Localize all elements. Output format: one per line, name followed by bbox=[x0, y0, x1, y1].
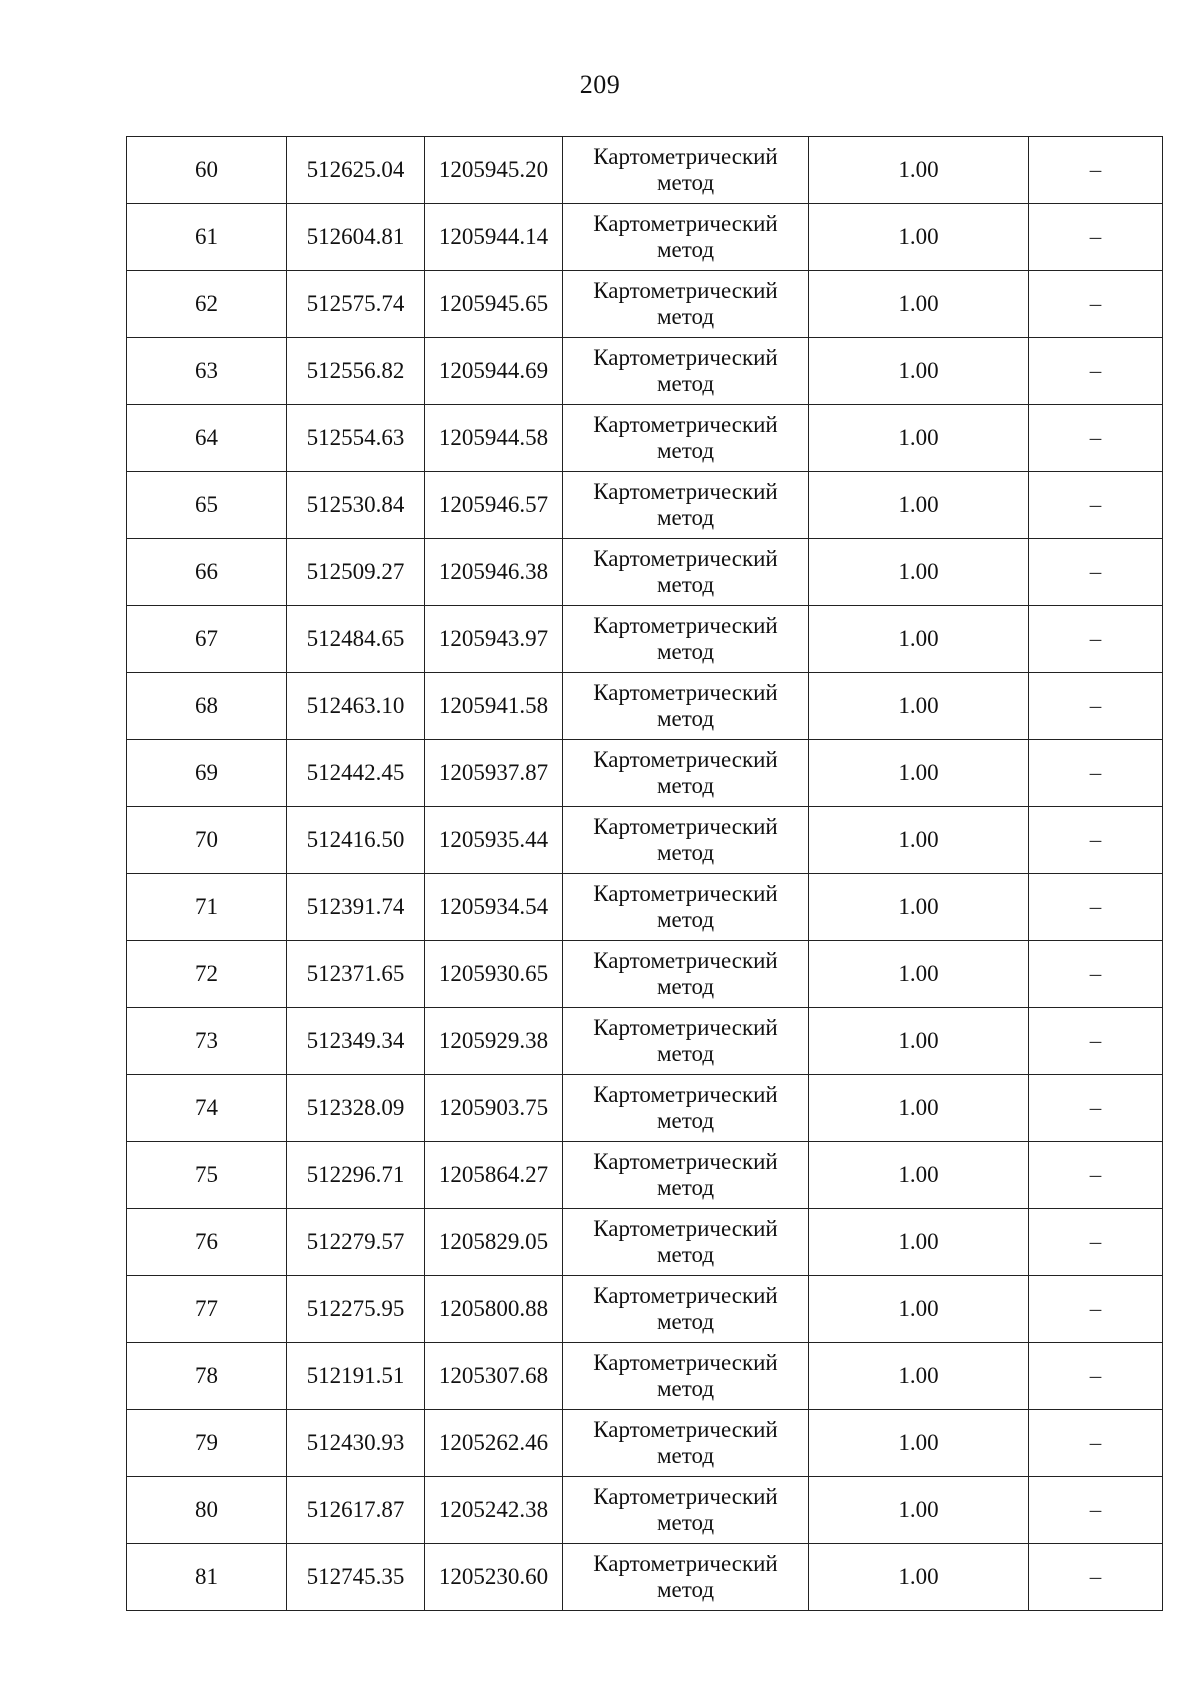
table-row bbox=[127, 137, 1163, 204]
y-coordinate-cell: 1205929.38 bbox=[425, 1008, 563, 1075]
y-coordinate-cell: 1205930.65 bbox=[425, 941, 563, 1008]
note-cell: – bbox=[1029, 1008, 1163, 1075]
y-coordinate-cell: 1205945.20 bbox=[425, 137, 563, 204]
method-cell: Картометрический метод bbox=[563, 539, 809, 606]
point-number-cell: 75 bbox=[127, 1142, 287, 1209]
note-cell: – bbox=[1029, 472, 1163, 539]
x-coordinate-cell: 512191.51 bbox=[287, 1343, 425, 1410]
method-cell: Картометрический метод bbox=[563, 1142, 809, 1209]
table-body bbox=[127, 137, 1163, 1611]
y-coordinate-cell: 1205935.44 bbox=[425, 807, 563, 874]
error-cell: 1.00 bbox=[809, 606, 1029, 673]
error-cell: 1.00 bbox=[809, 1209, 1029, 1276]
y-coordinate-cell: 1205943.97 bbox=[425, 606, 563, 673]
x-coordinate-cell: 512391.74 bbox=[287, 874, 425, 941]
y-coordinate-cell: 1205944.69 bbox=[425, 338, 563, 405]
x-coordinate-cell: 512371.65 bbox=[287, 941, 425, 1008]
method-cell: Картометрический метод bbox=[563, 338, 809, 405]
error-cell: 1.00 bbox=[809, 673, 1029, 740]
y-coordinate-cell: 1205946.57 bbox=[425, 472, 563, 539]
x-coordinate-cell: 512275.95 bbox=[287, 1276, 425, 1343]
point-number-cell: 79 bbox=[127, 1410, 287, 1477]
error-cell: 1.00 bbox=[809, 1276, 1029, 1343]
method-cell: Картометрический метод bbox=[563, 204, 809, 271]
point-number-cell: 64 bbox=[127, 405, 287, 472]
x-coordinate-cell: 512279.57 bbox=[287, 1209, 425, 1276]
point-number-cell: 73 bbox=[127, 1008, 287, 1075]
point-number-cell: 81 bbox=[127, 1544, 287, 1611]
note-cell: – bbox=[1029, 405, 1163, 472]
y-coordinate-cell: 1205945.65 bbox=[425, 271, 563, 338]
note-cell: – bbox=[1029, 1142, 1163, 1209]
table-row bbox=[127, 673, 1163, 740]
x-coordinate-cell: 512625.04 bbox=[287, 137, 425, 204]
method-cell: Картометрический метод bbox=[563, 1075, 809, 1142]
note-cell: – bbox=[1029, 1544, 1163, 1611]
point-number-cell: 72 bbox=[127, 941, 287, 1008]
y-coordinate-cell: 1205864.27 bbox=[425, 1142, 563, 1209]
x-coordinate-cell: 512509.27 bbox=[287, 539, 425, 606]
table-row bbox=[127, 539, 1163, 606]
point-number-cell: 66 bbox=[127, 539, 287, 606]
y-coordinate-cell: 1205937.87 bbox=[425, 740, 563, 807]
method-cell: Картометрический метод bbox=[563, 1544, 809, 1611]
y-coordinate-cell: 1205946.38 bbox=[425, 539, 563, 606]
table-row bbox=[127, 405, 1163, 472]
note-cell: – bbox=[1029, 539, 1163, 606]
x-coordinate-cell: 512349.34 bbox=[287, 1008, 425, 1075]
point-number-cell: 65 bbox=[127, 472, 287, 539]
method-cell: Картометрический метод bbox=[563, 405, 809, 472]
x-coordinate-cell: 512745.35 bbox=[287, 1544, 425, 1611]
y-coordinate-cell: 1205944.14 bbox=[425, 204, 563, 271]
table-row bbox=[127, 1209, 1163, 1276]
y-coordinate-cell: 1205230.60 bbox=[425, 1544, 563, 1611]
coordinates-table bbox=[126, 136, 1163, 1611]
error-cell: 1.00 bbox=[809, 1075, 1029, 1142]
table-row bbox=[127, 204, 1163, 271]
method-cell: Картометрический метод bbox=[563, 472, 809, 539]
y-coordinate-cell: 1205944.58 bbox=[425, 405, 563, 472]
table-row bbox=[127, 1544, 1163, 1611]
x-coordinate-cell: 512328.09 bbox=[287, 1075, 425, 1142]
error-cell: 1.00 bbox=[809, 874, 1029, 941]
method-cell: Картометрический метод bbox=[563, 941, 809, 1008]
note-cell: – bbox=[1029, 338, 1163, 405]
x-coordinate-cell: 512556.82 bbox=[287, 338, 425, 405]
table-row bbox=[127, 807, 1163, 874]
note-cell: – bbox=[1029, 807, 1163, 874]
note-cell: – bbox=[1029, 740, 1163, 807]
x-coordinate-cell: 512617.87 bbox=[287, 1477, 425, 1544]
error-cell: 1.00 bbox=[809, 1343, 1029, 1410]
x-coordinate-cell: 512416.50 bbox=[287, 807, 425, 874]
error-cell: 1.00 bbox=[809, 338, 1029, 405]
y-coordinate-cell: 1205941.58 bbox=[425, 673, 563, 740]
point-number-cell: 74 bbox=[127, 1075, 287, 1142]
note-cell: – bbox=[1029, 606, 1163, 673]
method-cell: Картометрический метод bbox=[563, 807, 809, 874]
error-cell: 1.00 bbox=[809, 1477, 1029, 1544]
note-cell: – bbox=[1029, 271, 1163, 338]
table-row bbox=[127, 271, 1163, 338]
error-cell: 1.00 bbox=[809, 941, 1029, 1008]
error-cell: 1.00 bbox=[809, 1142, 1029, 1209]
x-coordinate-cell: 512442.45 bbox=[287, 740, 425, 807]
method-cell: Картометрический метод bbox=[563, 673, 809, 740]
point-number-cell: 62 bbox=[127, 271, 287, 338]
y-coordinate-cell: 1205800.88 bbox=[425, 1276, 563, 1343]
note-cell: – bbox=[1029, 137, 1163, 204]
method-cell: Картометрический метод bbox=[563, 874, 809, 941]
method-cell: Картометрический метод bbox=[563, 1209, 809, 1276]
note-cell: – bbox=[1029, 1209, 1163, 1276]
error-cell: 1.00 bbox=[809, 539, 1029, 606]
table-row bbox=[127, 874, 1163, 941]
y-coordinate-cell: 1205242.38 bbox=[425, 1477, 563, 1544]
x-coordinate-cell: 512530.84 bbox=[287, 472, 425, 539]
point-number-cell: 77 bbox=[127, 1276, 287, 1343]
point-number-cell: 60 bbox=[127, 137, 287, 204]
method-cell: Картометрический метод bbox=[563, 740, 809, 807]
table-row bbox=[127, 1410, 1163, 1477]
x-coordinate-cell: 512484.65 bbox=[287, 606, 425, 673]
x-coordinate-cell: 512554.63 bbox=[287, 405, 425, 472]
point-number-cell: 68 bbox=[127, 673, 287, 740]
table-row bbox=[127, 1075, 1163, 1142]
point-number-cell: 70 bbox=[127, 807, 287, 874]
error-cell: 1.00 bbox=[809, 472, 1029, 539]
method-cell: Картометрический метод bbox=[563, 1343, 809, 1410]
point-number-cell: 78 bbox=[127, 1343, 287, 1410]
table-row bbox=[127, 1008, 1163, 1075]
method-cell: Картометрический метод bbox=[563, 606, 809, 673]
method-cell: Картометрический метод bbox=[563, 271, 809, 338]
point-number-cell: 76 bbox=[127, 1209, 287, 1276]
error-cell: 1.00 bbox=[809, 405, 1029, 472]
table-row bbox=[127, 740, 1163, 807]
note-cell: – bbox=[1029, 1276, 1163, 1343]
table-row bbox=[127, 1477, 1163, 1544]
error-cell: 1.00 bbox=[809, 204, 1029, 271]
table-row bbox=[127, 941, 1163, 1008]
point-number-cell: 67 bbox=[127, 606, 287, 673]
error-cell: 1.00 bbox=[809, 740, 1029, 807]
y-coordinate-cell: 1205307.68 bbox=[425, 1343, 563, 1410]
table-row bbox=[127, 606, 1163, 673]
method-cell: Картометрический метод bbox=[563, 137, 809, 204]
note-cell: – bbox=[1029, 1477, 1163, 1544]
error-cell: 1.00 bbox=[809, 137, 1029, 204]
point-number-cell: 80 bbox=[127, 1477, 287, 1544]
point-number-cell: 61 bbox=[127, 204, 287, 271]
table-row bbox=[127, 472, 1163, 539]
note-cell: – bbox=[1029, 1410, 1163, 1477]
error-cell: 1.00 bbox=[809, 271, 1029, 338]
point-number-cell: 71 bbox=[127, 874, 287, 941]
error-cell: 1.00 bbox=[809, 1544, 1029, 1611]
note-cell: – bbox=[1029, 1343, 1163, 1410]
y-coordinate-cell: 1205829.05 bbox=[425, 1209, 563, 1276]
table-row bbox=[127, 1276, 1163, 1343]
page-number: 209 bbox=[579, 70, 621, 99]
method-cell: Картометрический метод bbox=[563, 1008, 809, 1075]
note-cell: – bbox=[1029, 1075, 1163, 1142]
error-cell: 1.00 bbox=[809, 1008, 1029, 1075]
x-coordinate-cell: 512430.93 bbox=[287, 1410, 425, 1477]
point-number-cell: 63 bbox=[127, 338, 287, 405]
x-coordinate-cell: 512296.71 bbox=[287, 1142, 425, 1209]
table-row bbox=[127, 1142, 1163, 1209]
note-cell: – bbox=[1029, 204, 1163, 271]
table-row bbox=[127, 338, 1163, 405]
note-cell: – bbox=[1029, 673, 1163, 740]
error-cell: 1.00 bbox=[809, 807, 1029, 874]
y-coordinate-cell: 1205934.54 bbox=[425, 874, 563, 941]
error-cell: 1.00 bbox=[809, 1410, 1029, 1477]
table-row bbox=[127, 1343, 1163, 1410]
note-cell: – bbox=[1029, 874, 1163, 941]
y-coordinate-cell: 1205262.46 bbox=[425, 1410, 563, 1477]
method-cell: Картометрический метод bbox=[563, 1276, 809, 1343]
x-coordinate-cell: 512463.10 bbox=[287, 673, 425, 740]
x-coordinate-cell: 512575.74 bbox=[287, 271, 425, 338]
method-cell: Картометрический метод bbox=[563, 1477, 809, 1544]
y-coordinate-cell: 1205903.75 bbox=[425, 1075, 563, 1142]
note-cell: – bbox=[1029, 941, 1163, 1008]
point-number-cell: 69 bbox=[127, 740, 287, 807]
x-coordinate-cell: 512604.81 bbox=[287, 204, 425, 271]
method-cell: Картометрический метод bbox=[563, 1410, 809, 1477]
